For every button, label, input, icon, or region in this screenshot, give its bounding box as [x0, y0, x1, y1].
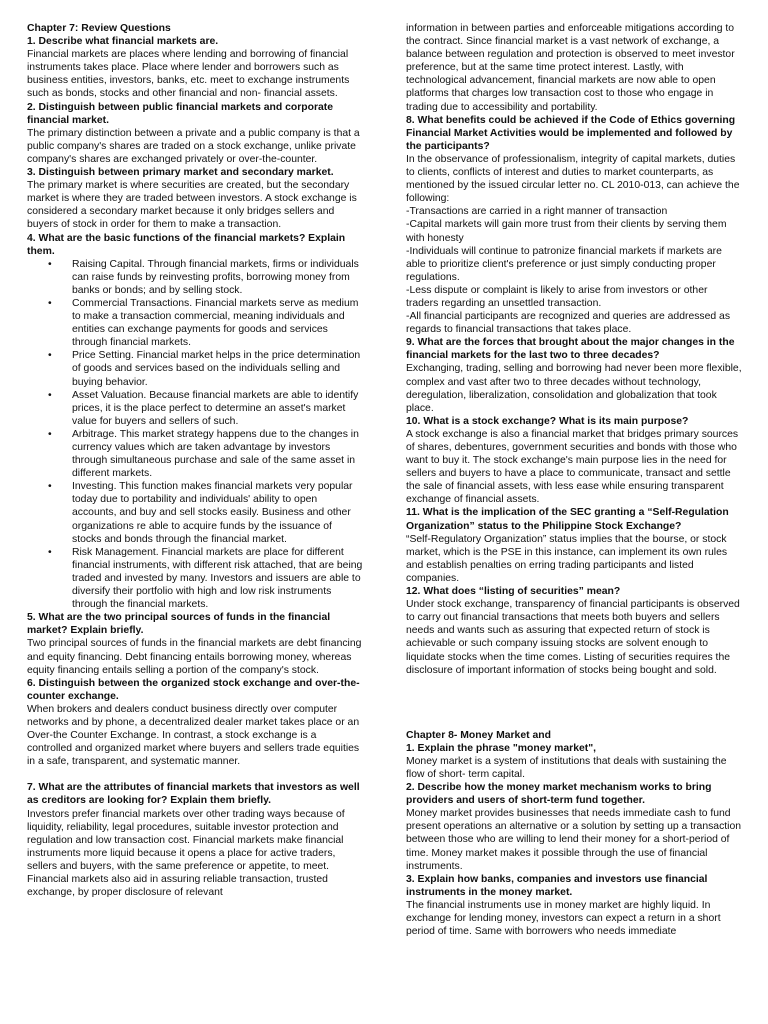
- question-10: 10. What is a stock exchange? What is its main purpose?: [406, 415, 689, 427]
- chapter-8-title: Chapter 8- Money Market and: [406, 729, 551, 741]
- benefit-item: -Less dispute or complaint is likely to arise from investors or other traders regarding an unsettled transaction.: [406, 284, 708, 309]
- chapter-8-question-3: 3. Explain how banks, companies and investors use financial instruments in the money market.: [406, 873, 708, 898]
- chapter-8-answer-2: Money market provides businesses that needs immediate cash to fund present operations an alternative or a solution by setting up a transaction between those who are willing to lend their money for a short-period of time. Money market makes it possible through the use of financial instruments.: [406, 808, 742, 872]
- list-item: • Raising Capital. Through financial markets, firms or individuals can raise funds by reinvesting profits, borrowing money from banks or bonds; and by selling stock.: [72, 258, 363, 297]
- functions-list: [27, 258, 363, 612]
- chapter-8-answer-1: Money market is a system of institutions that deals with sustaining the flow of short- term capital.: [406, 755, 727, 780]
- answer-8: In the observance of professionalism, integrity of capital markets, duties to clients, conflicts of interest and duties to market counterparts, as mentioned by the issued circular letter no. CL 2010-013, can achieve the following:: [406, 153, 740, 205]
- chapter-8-question-2: 2. Describe how the money market mechanism works to bring providers and users of short-term fund together.: [406, 782, 712, 807]
- chapter-8-answer-3: The financial instruments use in money market are highly liquid. In exchange for lending money, investors can expect a return in a short period of time. Same with borrowers who needs immediate: [406, 899, 721, 938]
- chapter-7-title: Chapter 7: Review Questions: [27, 23, 171, 34]
- question-11: 11. What is the implication of the SEC granting a “Self-Regulation Organization” status to the Philippine Stock Exchange?: [406, 507, 729, 532]
- answer-11: “Self-Regulatory Organization” status implies that the bourse, or stock market, which is the PSE in this instance, can implement its own rules and establish penalties on erring trading participants and listed companies.: [406, 533, 728, 584]
- benefit-item: -Capital markets will gain more trust from their clients by serving them with honesty: [406, 219, 727, 244]
- answer-1: Financial markets are places where lending and borrowing of financial instruments takes place. Place where lender and borrowers such as business entities, investors, banks, etc. meet to exchange instruments such as bonds, stocks and other financial and non- financial assets.: [27, 49, 350, 100]
- right-column: [406, 22, 742, 938]
- answer-9: Exchanging, trading, selling and borrowing had never been more flexible, complex and vast after two to three decades without technology, deregulation, liberalization, consolidation and globalization that took place.: [406, 363, 742, 414]
- question-4: 4. What are the basic functions of the financial markets? Explain them.: [27, 232, 346, 257]
- answer-2: The primary distinction between a private and a public company is that a public company's shares are traded on a stock exchange, unlike private company's shares are exchanged privately or over-the-counter.: [27, 127, 360, 165]
- answer-7: Investors prefer financial markets over other trading ways because of liquidity, reliability, legal procedures, suitable investor protection and regulation and low transaction cost. Financial markets make financial instruments more liquid because it opens a place for active traders, sellers and buyers, with the same preference or appetite, to meet. Financial markets also aid in assuring reliable transaction, trusted exchange, by proper disclosure of relevant: [27, 808, 345, 899]
- question-2: 2. Distinguish between public financial markets and corporate financial market.: [27, 101, 334, 126]
- question-3: 3. Distinguish between primary market and secondary market.: [27, 167, 334, 179]
- question-8: 8. What benefits could be achieved if the Code of Ethics governing Financial Market Activities would be implemented and followed by the participants?: [406, 114, 736, 152]
- left-column: [27, 22, 363, 899]
- benefit-item: -All financial participants are recognized and queries are addressed as regards to financial transactions that takes place.: [406, 311, 731, 336]
- benefit-item: -Transactions are carried in a right manner of transaction: [406, 206, 668, 218]
- list-item: • Price Setting. Financial market helps in the price determination of goods and services based on the individuals selling and buying behavior.: [72, 349, 363, 388]
- answer-3: The primary market is where securities are created, but the secondary market is where they are traded between investors. A stock exchange is considered a secondary market because it only bridges sellers and buyers of stock in order for them to make a transaction.: [27, 180, 357, 231]
- answer-7-continued: information in between parties and enforceable mitigations according to the contract. Since financial market is a vast network of exchange, a balance between regulation and protection is observed to meet investor preference, but at the same time protect interest. Lastly, with technological advancement, financial markets are now able to open platforms that charges low transaction cost to those who engage in trading due to accessibility and portability.: [406, 23, 735, 113]
- question-1: 1. Describe what financial markets are.: [27, 36, 219, 48]
- question-5: 5. What are the two principal sources of funds in the financial market? Explain briefly.: [27, 612, 331, 637]
- question-6: 6. Distinguish between the organized stock exchange and over-the-counter exchange.: [27, 677, 360, 702]
- list-item: • Asset Valuation. Because financial markets are able to identify prices, it is the place perfect to determine an asset's market value for buyers and sellers of such.: [72, 389, 363, 428]
- list-item: • Commercial Transactions. Financial markets serve as medium to make a transaction commercial, meaning individuals and entities can exchange payments for goods and services through financial markets.: [72, 297, 363, 349]
- answer-12: Under stock exchange, transparency of financial participants is observed to carry out financial transactions that meets both buyers and sellers needs and wants such as assuring that expected return of stock is achievable or such company issuing stocks are solvent enough to liquidate stocks when the time comes. Listing of securities requires the disclosure of important information of stocks being bought and sold.: [406, 599, 740, 676]
- list-item: • Risk Management. Financial markets are place for different financial instruments, with different risk attached, that are being traded and invested by many. Investors and issuers are able to diversify their portfolio with high and low risk instruments through the financial markets.: [72, 546, 363, 611]
- spacer: [27, 768, 363, 781]
- list-item: • Investing. This function makes financial markets very popular today due to portability and individuals' ability to open accounts, and buy and sell stocks easily. Business and other organizations re able to acquire funds by the issuance of stocks and bonds through the financial market.: [72, 480, 363, 545]
- question-12: 12. What does “listing of securities” mean?: [406, 586, 621, 598]
- spacer: [406, 677, 742, 729]
- question-7: 7. What are the attributes of financial markets that investors as well as creditors are looking for? Explain them briefly.: [27, 782, 360, 807]
- list-item: • Arbitrage. This market strategy happens due to the changes in currency values which are taken advantage by investors through simultaneous purchase and sale of the same asset in different markets.: [72, 428, 363, 480]
- benefit-item: -Individuals will continue to patronize financial markets if markets are able to prioritize client's preference or just simply conducting proper regulations.: [406, 245, 722, 283]
- answer-5: Two principal sources of funds in the financial markets are debt financing and equity financing. Debt financing entails borrowing money, whereas equity financing entails selling a portion of the company's stock.: [27, 638, 362, 676]
- question-9: 9. What are the forces that brought about the major changes in the financial markets for the last two to three decades?: [406, 337, 735, 362]
- answer-6: When brokers and dealers conduct business directly over computer networks and by phone, a decentralized dealer market takes place or an Over-the Counter Exchange. In contrast, a stock exchange is a controlled and organized market where buyers and sellers trade equities in a safe, transparent, and systematic manner.: [27, 703, 360, 768]
- answer-10: A stock exchange is also a financial market that bridges primary sources of shares, debentures, government securities and bonds with those who want to buy it. The stock exchange's main purpose lies in the need for sellers and buyers to have a place to communicate, transact and settle the sale of financial assets, with less ease while ensuring transparent exchange of financial assets.: [406, 428, 739, 506]
- chapter-8-question-1: 1. Explain the phrase "money market",: [406, 742, 597, 754]
